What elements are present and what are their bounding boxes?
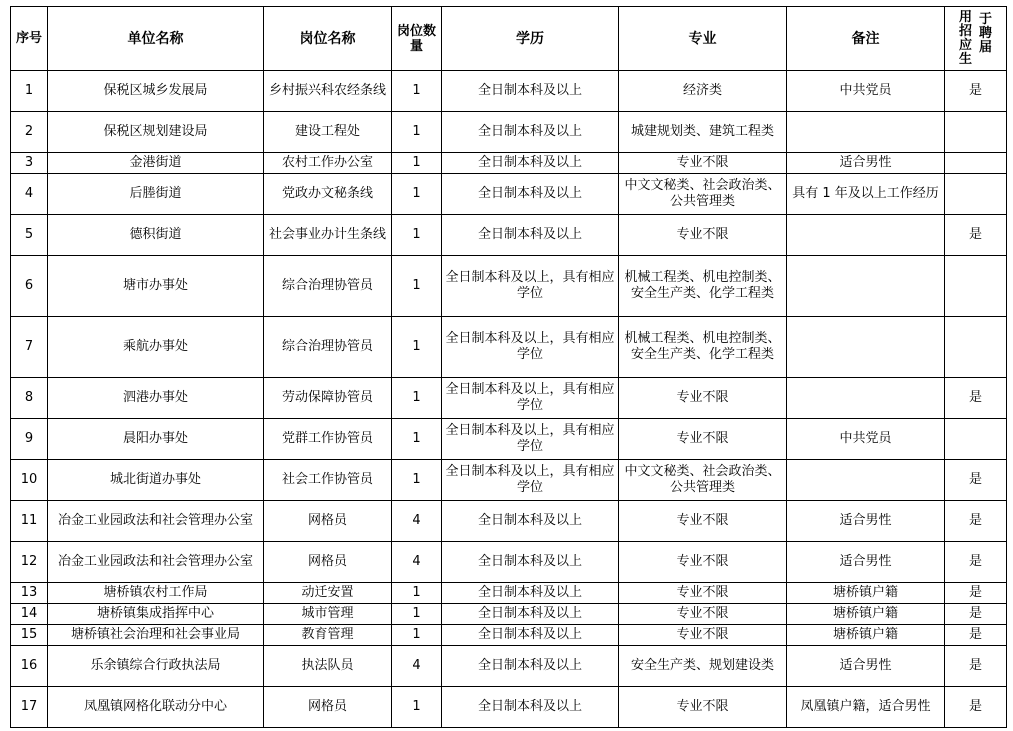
cell-note bbox=[787, 378, 945, 419]
cell-major: 专业不限 bbox=[619, 419, 787, 460]
cell-seq: 5 bbox=[11, 215, 48, 256]
cell-education: 全日制本科及以上 bbox=[442, 174, 619, 215]
cell-education: 全日制本科及以上 bbox=[442, 646, 619, 687]
cell-major: 中文文秘类、社会政治类、公共管理类 bbox=[619, 460, 787, 501]
cell-major: 专业不限 bbox=[619, 687, 787, 728]
cell-fresh-graduate: 是 bbox=[945, 460, 1007, 501]
cell-major: 专业不限 bbox=[619, 215, 787, 256]
cell-unit: 泗港办事处 bbox=[48, 378, 264, 419]
cell-note bbox=[787, 215, 945, 256]
table-row bbox=[11, 501, 1007, 542]
cell-count: 4 bbox=[392, 646, 442, 687]
cell-note: 凤凰镇户籍，适合男性 bbox=[787, 687, 945, 728]
cell-unit: 晨阳办事处 bbox=[48, 419, 264, 460]
cell-unit: 塘桥镇集成指挥中心 bbox=[48, 604, 264, 625]
cell-note: 塘桥镇户籍 bbox=[787, 625, 945, 646]
table-row bbox=[11, 71, 1007, 112]
cell-fresh-graduate bbox=[945, 317, 1007, 378]
cell-seq: 3 bbox=[11, 153, 48, 174]
cell-education: 全日制本科及以上 bbox=[442, 501, 619, 542]
cell-count: 1 bbox=[392, 71, 442, 112]
cell-unit: 塘市办事处 bbox=[48, 256, 264, 317]
table-row bbox=[11, 542, 1007, 583]
cell-fresh-graduate: 是 bbox=[945, 378, 1007, 419]
header-position: 岗位名称 bbox=[264, 7, 392, 71]
cell-education: 全日制本科及以上，具有相应学位 bbox=[442, 378, 619, 419]
cell-fresh-graduate bbox=[945, 112, 1007, 153]
cell-fresh-graduate bbox=[945, 153, 1007, 174]
cell-education: 全日制本科及以上 bbox=[442, 687, 619, 728]
header-fresh-graduate bbox=[945, 7, 1007, 71]
header-major: 专业 bbox=[619, 7, 787, 71]
cell-fresh-graduate: 是 bbox=[945, 71, 1007, 112]
cell-note: 适合男性 bbox=[787, 542, 945, 583]
recruitment-table bbox=[10, 6, 1007, 728]
header-count: 岗位数量 bbox=[392, 7, 442, 71]
cell-seq: 4 bbox=[11, 174, 48, 215]
cell-unit: 德积街道 bbox=[48, 215, 264, 256]
cell-note: 适合男性 bbox=[787, 153, 945, 174]
cell-seq: 10 bbox=[11, 460, 48, 501]
table-row bbox=[11, 625, 1007, 646]
cell-position: 党政办文秘条线 bbox=[264, 174, 392, 215]
cell-unit: 保税区城乡发展局 bbox=[48, 71, 264, 112]
header-education: 学历 bbox=[442, 7, 619, 71]
cell-fresh-graduate: 是 bbox=[945, 604, 1007, 625]
cell-count: 1 bbox=[392, 583, 442, 604]
cell-seq: 12 bbox=[11, 542, 48, 583]
cell-unit: 冶金工业园政法和社会管理办公室 bbox=[48, 501, 264, 542]
cell-unit: 后塍街道 bbox=[48, 174, 264, 215]
cell-note: 适合男性 bbox=[787, 501, 945, 542]
cell-seq: 16 bbox=[11, 646, 48, 687]
cell-education: 全日制本科及以上，具有相应学位 bbox=[442, 317, 619, 378]
cell-note: 中共党员 bbox=[787, 419, 945, 460]
cell-major: 机械工程类、机电控制类、安全生产类、化学工程类 bbox=[619, 317, 787, 378]
table-row bbox=[11, 378, 1007, 419]
cell-unit: 城北街道办事处 bbox=[48, 460, 264, 501]
cell-note bbox=[787, 460, 945, 501]
cell-fresh-graduate: 是 bbox=[945, 501, 1007, 542]
table-row bbox=[11, 687, 1007, 728]
cell-seq: 13 bbox=[11, 583, 48, 604]
cell-count: 4 bbox=[392, 542, 442, 583]
cell-position: 动迁安置 bbox=[264, 583, 392, 604]
cell-fresh-graduate bbox=[945, 419, 1007, 460]
cell-count: 1 bbox=[392, 625, 442, 646]
cell-unit: 冶金工业园政法和社会管理办公室 bbox=[48, 542, 264, 583]
cell-major: 安全生产类、规划建设类 bbox=[619, 646, 787, 687]
cell-fresh-graduate: 是 bbox=[945, 625, 1007, 646]
cell-count: 1 bbox=[392, 317, 442, 378]
cell-count: 1 bbox=[392, 378, 442, 419]
cell-seq: 11 bbox=[11, 501, 48, 542]
cell-unit: 塘桥镇农村工作局 bbox=[48, 583, 264, 604]
cell-major: 城建规划类、建筑工程类 bbox=[619, 112, 787, 153]
cell-note: 适合男性 bbox=[787, 646, 945, 687]
header-note: 备注 bbox=[787, 7, 945, 71]
cell-count: 1 bbox=[392, 174, 442, 215]
cell-major: 专业不限 bbox=[619, 625, 787, 646]
cell-position: 网格员 bbox=[264, 542, 392, 583]
table-row bbox=[11, 460, 1007, 501]
cell-fresh-graduate bbox=[945, 174, 1007, 215]
cell-note bbox=[787, 317, 945, 378]
cell-position: 社会事业办计生条线 bbox=[264, 215, 392, 256]
cell-position: 乡村振兴科农经条线 bbox=[264, 71, 392, 112]
cell-count: 1 bbox=[392, 112, 442, 153]
cell-seq: 15 bbox=[11, 625, 48, 646]
table-row bbox=[11, 112, 1007, 153]
table-row bbox=[11, 646, 1007, 687]
cell-fresh-graduate: 是 bbox=[945, 542, 1007, 583]
cell-position: 建设工程处 bbox=[264, 112, 392, 153]
cell-education: 全日制本科及以上 bbox=[442, 112, 619, 153]
cell-note: 中共党员 bbox=[787, 71, 945, 112]
cell-major: 专业不限 bbox=[619, 153, 787, 174]
cell-position: 执法队员 bbox=[264, 646, 392, 687]
cell-major: 机械工程类、机电控制类、安全生产类、化学工程类 bbox=[619, 256, 787, 317]
cell-note: 具有 1 年及以上工作经历 bbox=[787, 174, 945, 215]
header-row bbox=[11, 7, 1007, 71]
cell-education: 全日制本科及以上 bbox=[442, 542, 619, 583]
cell-fresh-graduate bbox=[945, 256, 1007, 317]
cell-position: 综合治理协管员 bbox=[264, 317, 392, 378]
cell-fresh-graduate: 是 bbox=[945, 646, 1007, 687]
cell-major: 专业不限 bbox=[619, 583, 787, 604]
cell-major: 专业不限 bbox=[619, 378, 787, 419]
cell-count: 1 bbox=[392, 604, 442, 625]
cell-seq: 2 bbox=[11, 112, 48, 153]
cell-position: 城市管理 bbox=[264, 604, 392, 625]
table-row bbox=[11, 215, 1007, 256]
cell-education: 全日制本科及以上 bbox=[442, 215, 619, 256]
cell-fresh-graduate: 是 bbox=[945, 215, 1007, 256]
cell-seq: 9 bbox=[11, 419, 48, 460]
cell-fresh-graduate: 是 bbox=[945, 687, 1007, 728]
cell-education: 全日制本科及以上 bbox=[442, 625, 619, 646]
cell-fresh-graduate: 是 bbox=[945, 583, 1007, 604]
table-body bbox=[11, 71, 1007, 728]
cell-seq: 1 bbox=[11, 71, 48, 112]
table-row bbox=[11, 256, 1007, 317]
cell-unit: 塘桥镇社会治理和社会事业局 bbox=[48, 625, 264, 646]
cell-seq: 17 bbox=[11, 687, 48, 728]
cell-education: 全日制本科及以上 bbox=[442, 71, 619, 112]
cell-seq: 6 bbox=[11, 256, 48, 317]
cell-count: 1 bbox=[392, 215, 442, 256]
cell-seq: 7 bbox=[11, 317, 48, 378]
cell-note: 塘桥镇户籍 bbox=[787, 604, 945, 625]
cell-major: 专业不限 bbox=[619, 542, 787, 583]
cell-note bbox=[787, 112, 945, 153]
header-fresh-col1: 用招应生 bbox=[958, 9, 972, 67]
cell-seq: 14 bbox=[11, 604, 48, 625]
header-unit: 单位名称 bbox=[48, 7, 264, 71]
cell-major: 专业不限 bbox=[619, 501, 787, 542]
cell-position: 教育管理 bbox=[264, 625, 392, 646]
cell-education: 全日制本科及以上，具有相应学位 bbox=[442, 419, 619, 460]
table-row bbox=[11, 604, 1007, 625]
cell-major: 经济类 bbox=[619, 71, 787, 112]
cell-unit: 金港街道 bbox=[48, 153, 264, 174]
cell-count: 1 bbox=[392, 153, 442, 174]
cell-position: 社会工作协管员 bbox=[264, 460, 392, 501]
header-seq: 序号 bbox=[11, 7, 48, 71]
cell-position: 劳动保障协管员 bbox=[264, 378, 392, 419]
cell-unit: 保税区规划建设局 bbox=[48, 112, 264, 153]
cell-major: 专业不限 bbox=[619, 604, 787, 625]
cell-major: 中文文秘类、社会政治类、公共管理类 bbox=[619, 174, 787, 215]
table-row bbox=[11, 419, 1007, 460]
cell-education: 全日制本科及以上 bbox=[442, 153, 619, 174]
cell-count: 1 bbox=[392, 419, 442, 460]
cell-count: 1 bbox=[392, 256, 442, 317]
cell-note: 塘桥镇户籍 bbox=[787, 583, 945, 604]
cell-position: 农村工作办公室 bbox=[264, 153, 392, 174]
cell-count: 1 bbox=[392, 687, 442, 728]
cell-unit: 凤凰镇网格化联动分中心 bbox=[48, 687, 264, 728]
cell-seq: 8 bbox=[11, 378, 48, 419]
cell-count: 1 bbox=[392, 460, 442, 501]
cell-unit: 乐余镇综合行政执法局 bbox=[48, 646, 264, 687]
cell-count: 4 bbox=[392, 501, 442, 542]
cell-education: 全日制本科及以上，具有相应学位 bbox=[442, 256, 619, 317]
table-row bbox=[11, 583, 1007, 604]
cell-position: 网格员 bbox=[264, 501, 392, 542]
header-fresh-col2: 于聘届 bbox=[978, 11, 992, 55]
cell-unit: 乘航办事处 bbox=[48, 317, 264, 378]
cell-position: 网格员 bbox=[264, 687, 392, 728]
cell-note bbox=[787, 256, 945, 317]
table-row bbox=[11, 153, 1007, 174]
table-row bbox=[11, 317, 1007, 378]
cell-education: 全日制本科及以上 bbox=[442, 604, 619, 625]
cell-education: 全日制本科及以上 bbox=[442, 583, 619, 604]
table-row bbox=[11, 174, 1007, 215]
cell-position: 综合治理协管员 bbox=[264, 256, 392, 317]
cell-education: 全日制本科及以上，具有相应学位 bbox=[442, 460, 619, 501]
cell-position: 党群工作协管员 bbox=[264, 419, 392, 460]
